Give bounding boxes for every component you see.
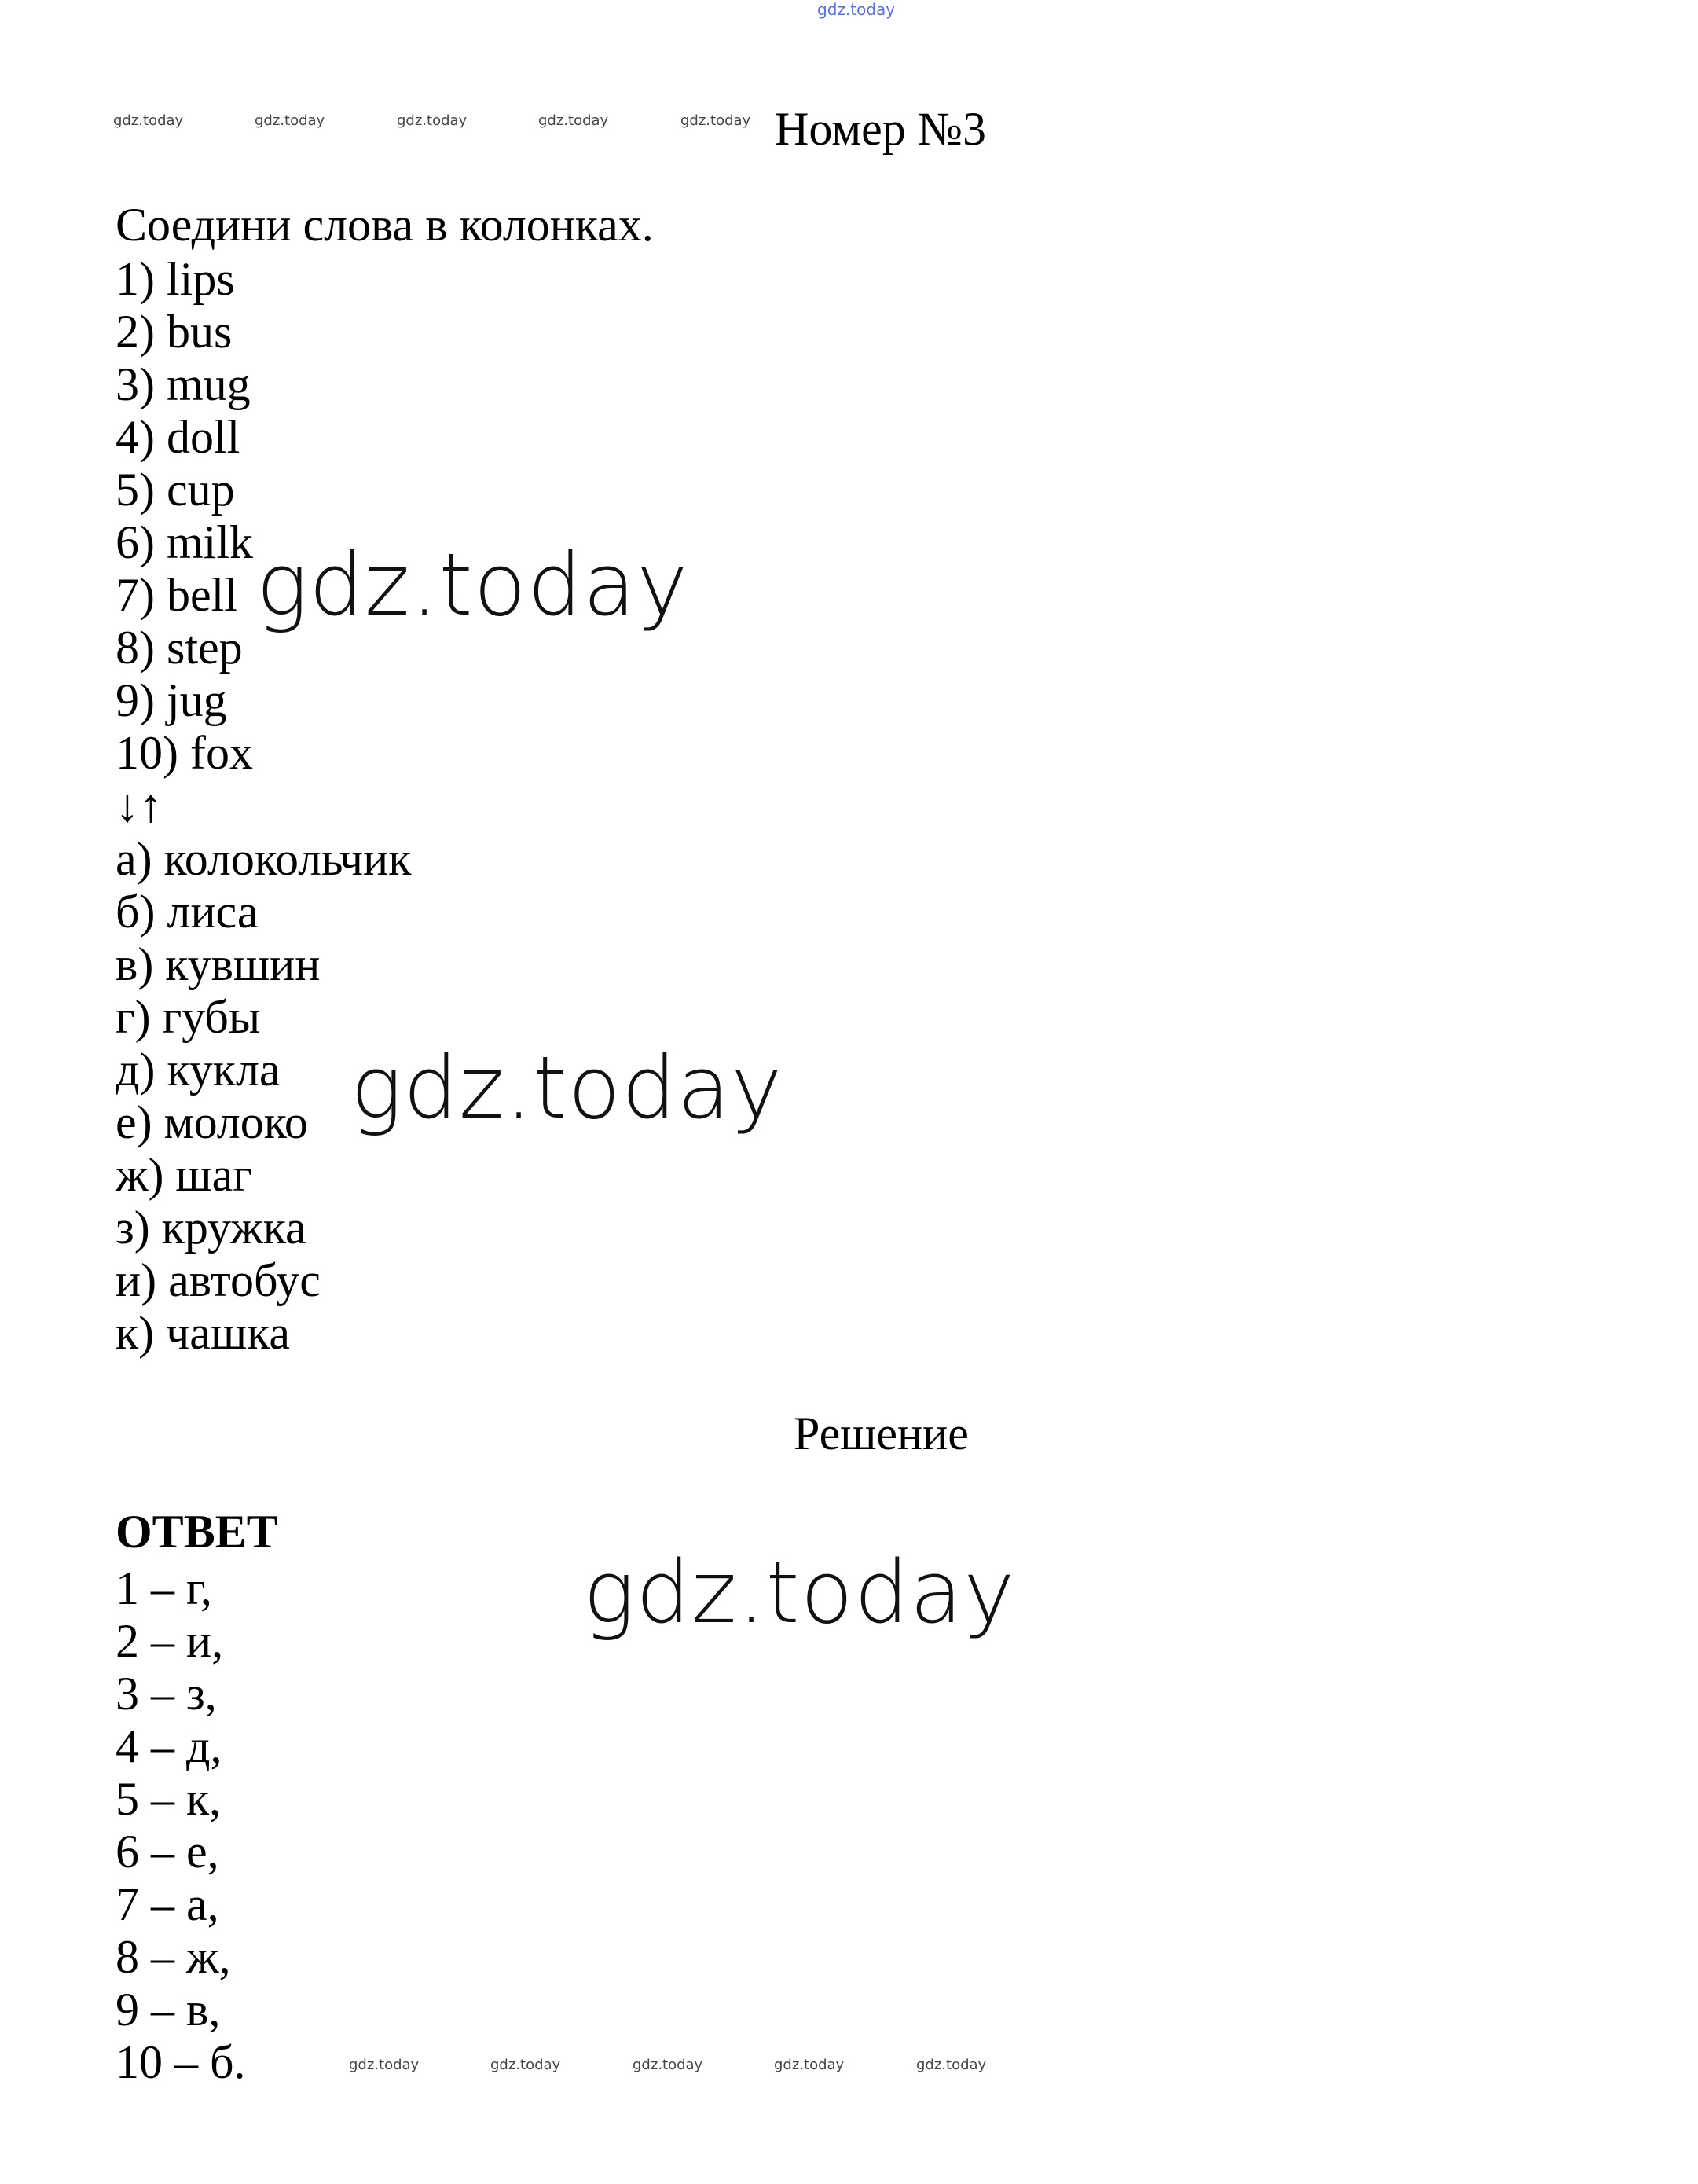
list-item: б) лиса xyxy=(116,886,259,938)
list-item: 1 – г, xyxy=(116,1562,212,1614)
task-instruction: Соедини слова в колонках. xyxy=(116,199,654,251)
list-item: и) автобус xyxy=(116,1254,321,1306)
watermark-small: gdz.today xyxy=(680,112,751,129)
list-item: 3) mug xyxy=(116,358,251,410)
watermark-big: gdz.today xyxy=(256,534,689,635)
list-item: к) чашка xyxy=(116,1307,291,1359)
list-item: д) кукла xyxy=(116,1044,281,1096)
watermark-big: gdz.today xyxy=(350,1037,783,1138)
watermark-small: gdz.today xyxy=(113,112,184,129)
watermark-small: gdz.today xyxy=(349,2057,420,2073)
watermark-small: gdz.today xyxy=(538,112,609,129)
list-item: 10 – б. xyxy=(116,2036,246,2088)
watermark-small: gdz.today xyxy=(916,2057,987,2073)
list-item: 1) lips xyxy=(116,253,235,305)
list-item: 8) step xyxy=(116,622,243,674)
list-item: 9) jug xyxy=(116,674,227,726)
watermark-top: gdz.today xyxy=(817,0,896,19)
watermark-big: gdz.today xyxy=(583,1542,1016,1643)
list-item: 9 – в, xyxy=(116,1984,221,2035)
list-item: ж) шаг xyxy=(116,1149,252,1201)
list-item: з) кружка xyxy=(116,1202,306,1254)
list-item: 3 – з, xyxy=(116,1668,217,1720)
list-item: е) молоко xyxy=(116,1096,308,1148)
list-item: г) губы xyxy=(116,991,261,1043)
watermark-small: gdz.today xyxy=(255,112,325,129)
watermark-small: gdz.today xyxy=(490,2057,561,2073)
list-item: 6) milk xyxy=(116,516,253,568)
watermark-small: gdz.today xyxy=(397,112,468,129)
english-word-list xyxy=(116,253,253,832)
list-item: 2) bus xyxy=(116,306,233,358)
list-item: 2 – и, xyxy=(116,1615,224,1667)
page-title: Номер №3 xyxy=(775,103,987,155)
answer-list xyxy=(116,1562,246,2089)
list-item: 5) cup xyxy=(116,464,235,516)
answer-label: ОТВЕТ xyxy=(116,1506,278,1558)
list-item: 8 – ж, xyxy=(116,1931,231,1983)
list-item: 7) bell xyxy=(116,569,237,621)
list-item: в) кувшин xyxy=(116,938,321,990)
list-item: 5 – к, xyxy=(116,1773,222,1825)
list-item: а) колокольчик xyxy=(116,833,412,885)
list-item: 4 – д, xyxy=(116,1720,222,1772)
list-item: 6 – е, xyxy=(116,1826,219,1878)
watermark-small: gdz.today xyxy=(774,2057,845,2073)
watermark-small: gdz.today xyxy=(633,2057,703,2073)
list-item: 7 – а, xyxy=(116,1878,219,1930)
list-item: 10) fox xyxy=(116,727,253,779)
solution-heading: Решение xyxy=(794,1408,969,1459)
arrows-icon: ↓↑ xyxy=(116,780,163,831)
list-item: 4) doll xyxy=(116,411,240,463)
